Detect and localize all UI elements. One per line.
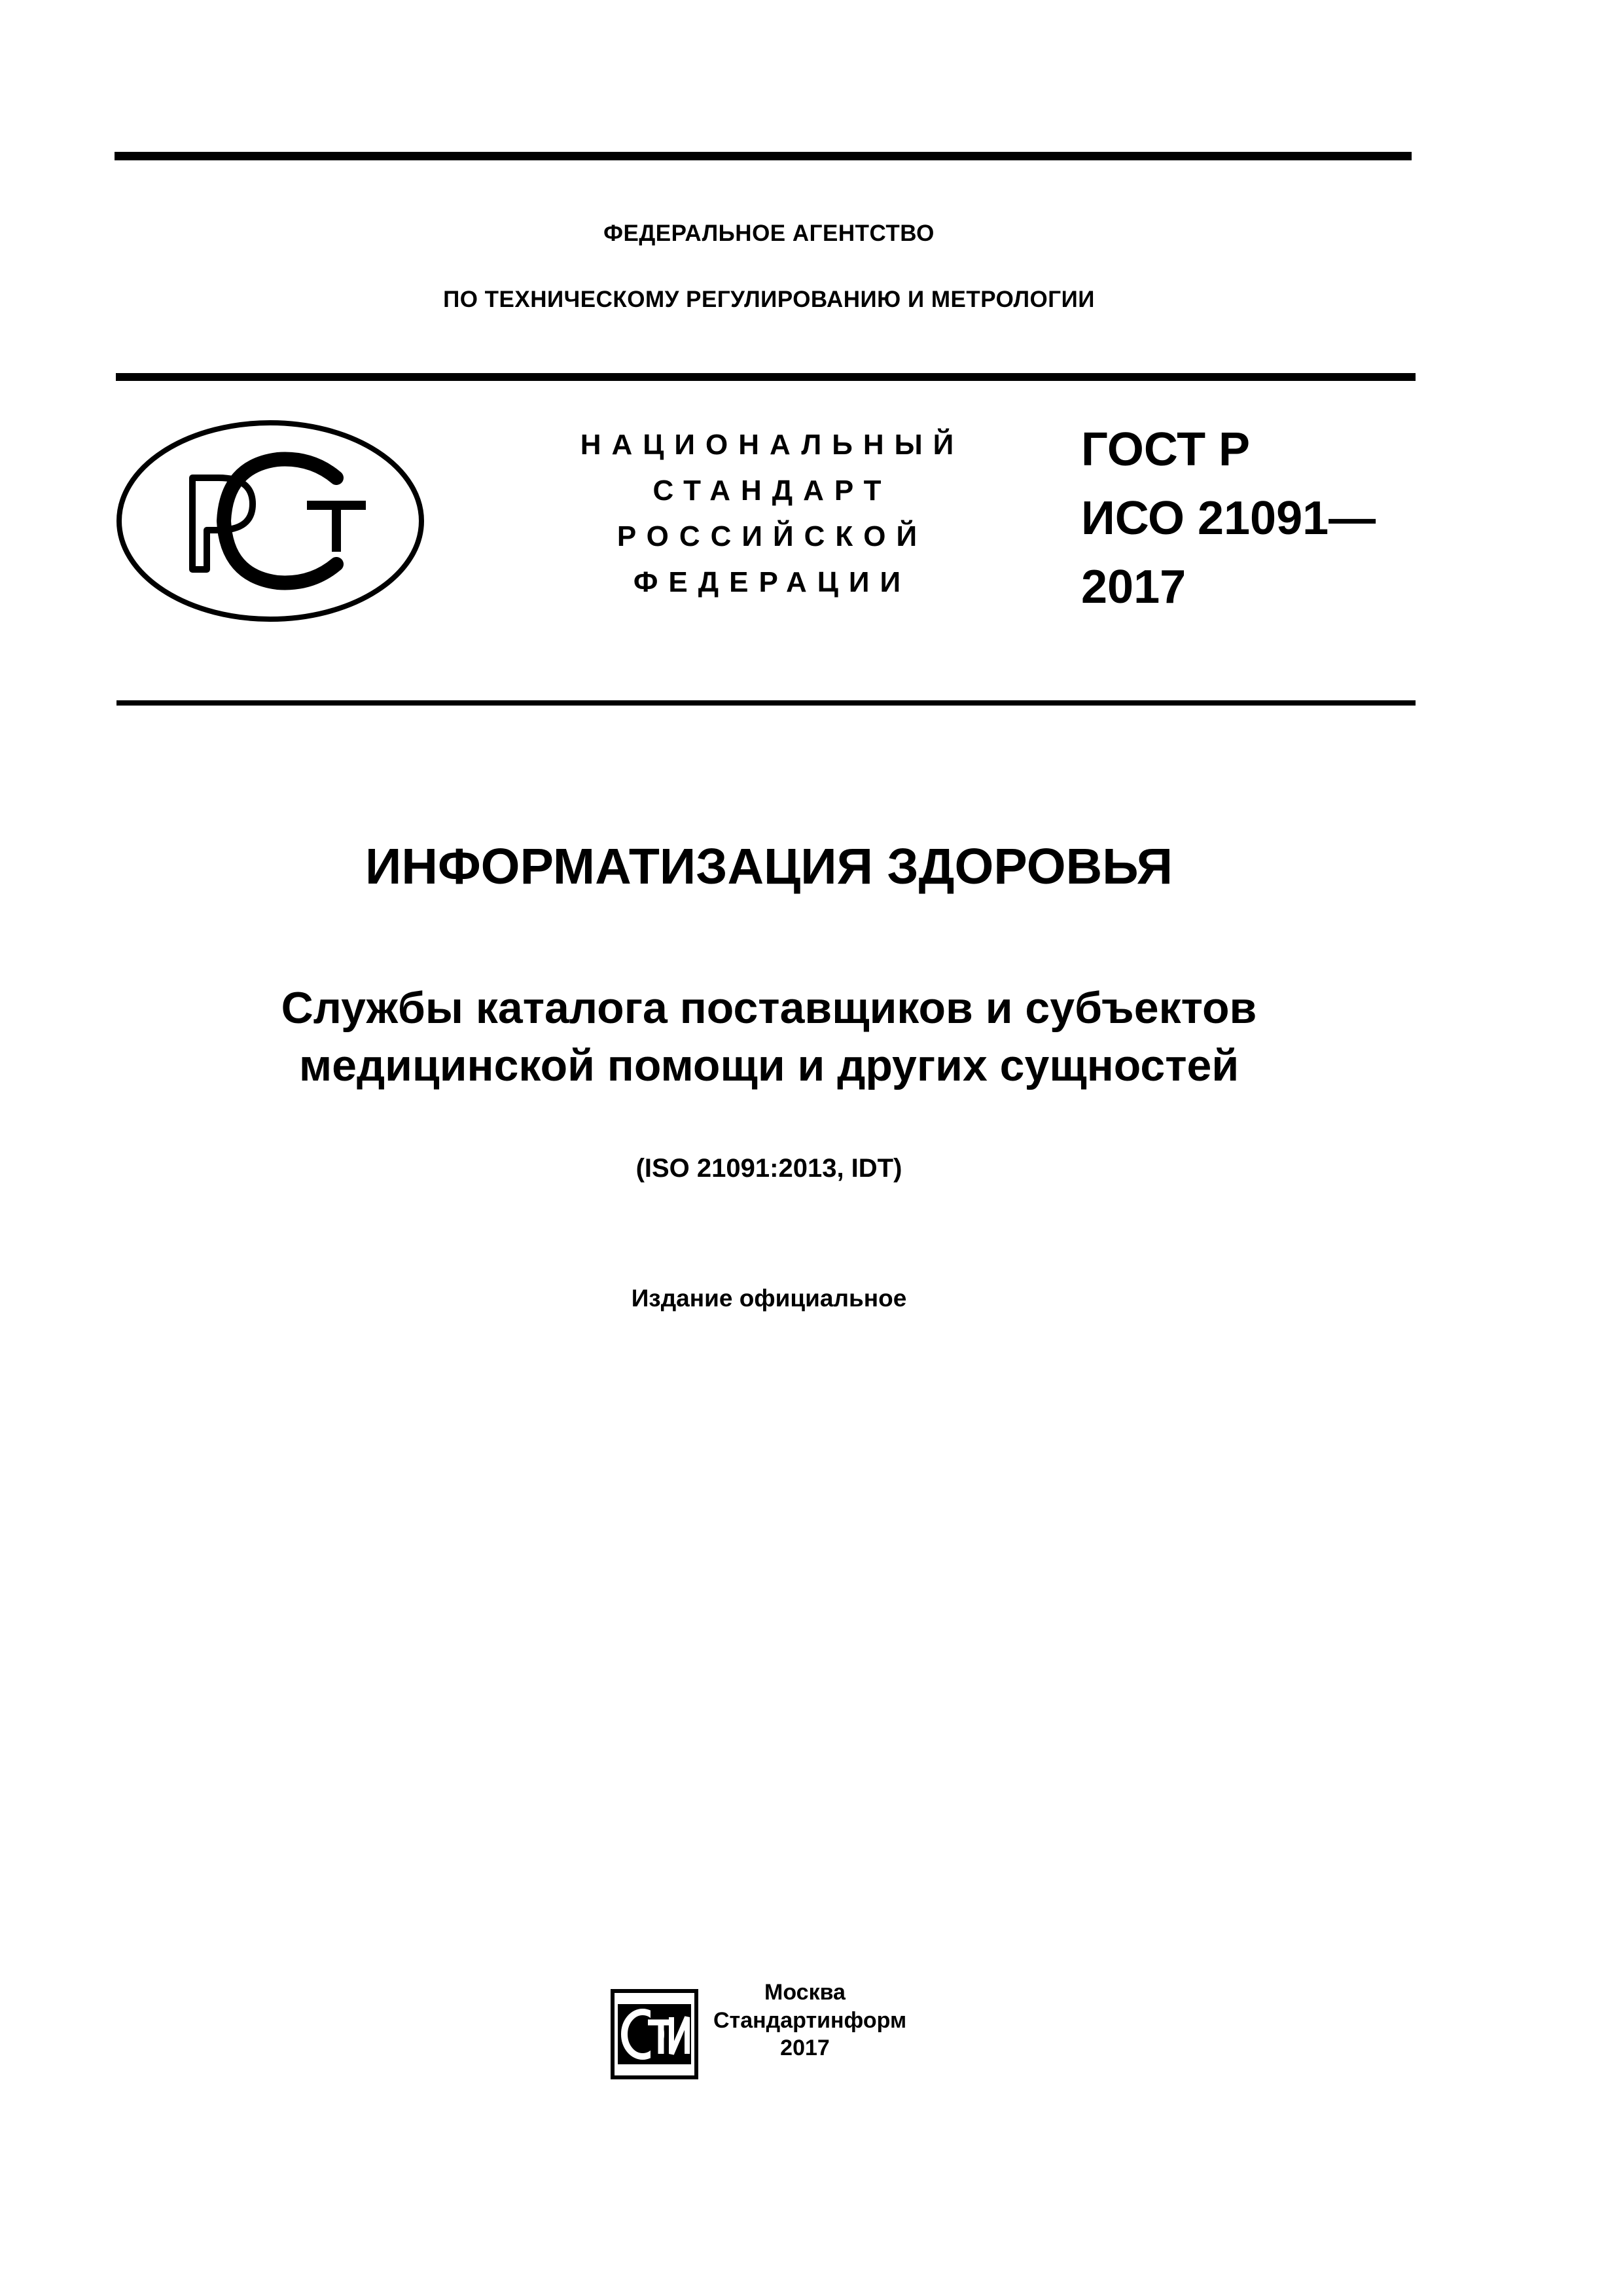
bottom-rule: [116, 700, 1416, 706]
top-rule: [115, 152, 1412, 160]
imprint-city: Москва: [764, 1980, 846, 2005]
document-subtitle-line-2: медицинской помощи и других сущностей: [298, 1041, 1240, 1090]
standard-designation-line-1: ГОСТ Р: [1081, 423, 1251, 476]
rst-logo: [115, 419, 426, 624]
middle-rule: [116, 373, 1416, 381]
imprint-publisher: Стандартинформ: [713, 2008, 907, 2033]
imprint-year: 2017: [780, 2036, 830, 2060]
national-standard-line-2: СТАНДАРТ: [652, 475, 892, 507]
document-subtitle-line-1: Службы каталога поставщиков и субъектов: [281, 983, 1257, 1033]
national-standard-line-4: ФЕДЕРАЦИИ: [633, 566, 912, 598]
iso-reference: (ISO 21091:2013, IDT): [635, 1154, 902, 1183]
document-title: ИНФОРМАТИЗАЦИЯ ЗДОРОВЬЯ: [365, 838, 1173, 895]
standard-designation-line-2: ИСО 21091—: [1081, 492, 1376, 545]
agency-line-2: ПО ТЕХНИЧЕСКОМУ РЕГУЛИРОВАНИЮ И МЕТРОЛОГИИ: [443, 287, 1095, 312]
edition-label: Издание официальное: [631, 1285, 907, 1312]
standard-designation-line-3: 2017: [1081, 561, 1186, 613]
national-standard-line-3: РОССИЙСКОЙ: [616, 520, 928, 552]
standartinform-logo: [610, 1988, 700, 2080]
agency-line-1: ФЕДЕРАЛЬНОЕ АГЕНТСТВО: [603, 221, 935, 246]
national-standard-line-1: НАЦИОНАЛЬНЫЙ: [580, 429, 965, 461]
